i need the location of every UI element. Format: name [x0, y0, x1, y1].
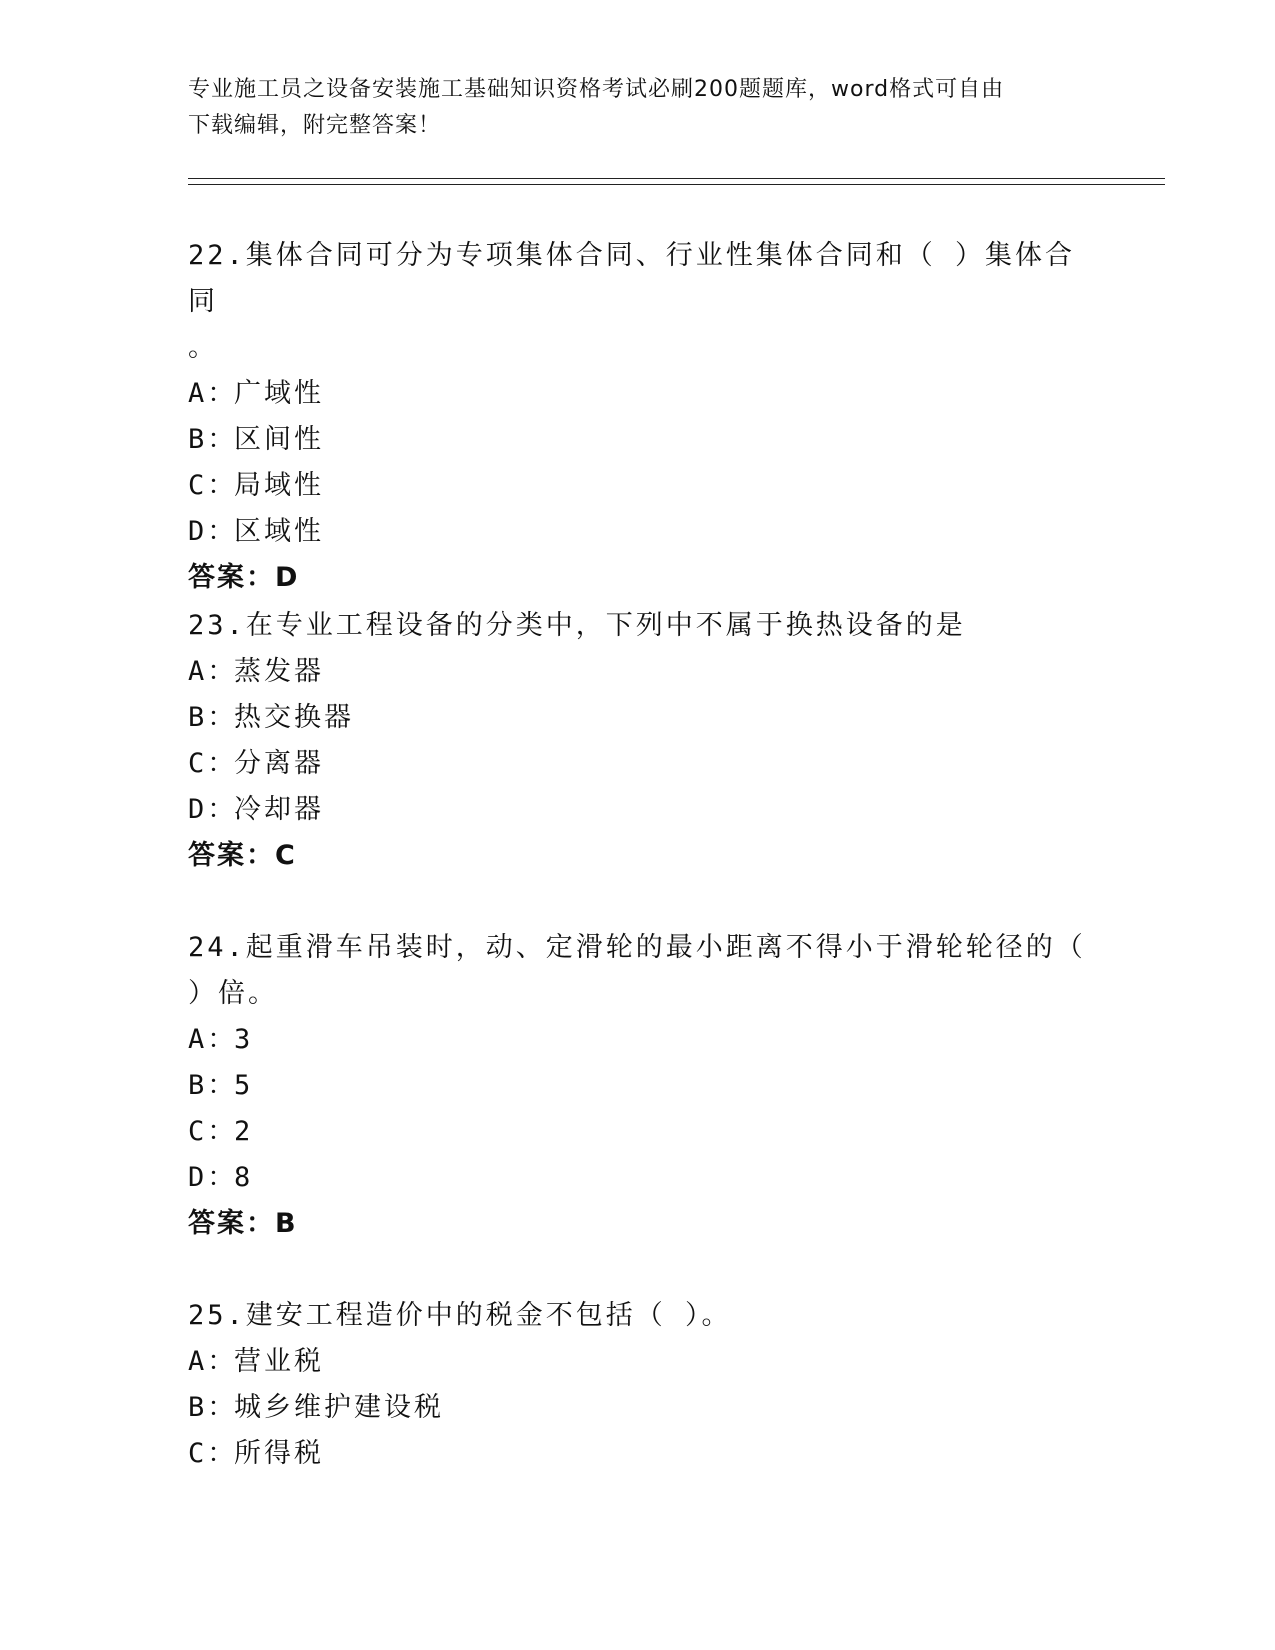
- header-divider-bottom: [188, 184, 1165, 185]
- question-title: 25.建安工程造价中的税金不包括（ ）。: [188, 1300, 732, 1331]
- question-22: [188, 233, 1088, 601]
- option-text: 3: [234, 1024, 254, 1055]
- question-title-continued: 。: [188, 332, 218, 363]
- option-key: B：: [188, 424, 238, 455]
- question-title-continued: ）倍。: [188, 978, 278, 1009]
- option-text: 冷却器: [234, 794, 324, 825]
- option-key: A：: [188, 1346, 238, 1377]
- option-a: [188, 1017, 1088, 1063]
- option-text: 8: [234, 1162, 254, 1193]
- option-key: C：: [188, 470, 238, 501]
- option-key: C：: [188, 1438, 238, 1469]
- option-key: D：: [188, 516, 238, 547]
- option-c: [188, 1109, 1088, 1155]
- option-d: [188, 1155, 1088, 1201]
- option-c: [188, 1431, 1088, 1477]
- option-text: 蒸发器: [234, 656, 324, 687]
- option-key: C：: [188, 748, 238, 779]
- option-b: [188, 417, 1088, 463]
- option-b: [188, 1385, 1088, 1431]
- option-text: 营业税: [234, 1346, 324, 1377]
- header-line-2: 下载编辑，附完整答案！: [188, 113, 442, 138]
- question-24: [188, 925, 1088, 1247]
- option-text: 广域性: [234, 378, 324, 409]
- option-a: [188, 649, 1088, 695]
- question-title: 22.集体合同可分为专项集体合同、行业性集体合同和（ ）集体合同: [188, 240, 1076, 317]
- option-text: 2: [234, 1116, 254, 1147]
- option-text: 5: [234, 1070, 254, 1101]
- option-key: A：: [188, 1024, 238, 1055]
- option-text: 分离器: [234, 748, 324, 779]
- option-a: [188, 1339, 1088, 1385]
- option-a: [188, 371, 1088, 417]
- option-d: [188, 509, 1088, 555]
- answer: 答案：D: [188, 562, 300, 593]
- option-c: [188, 463, 1088, 509]
- option-text: 城乡维护建设税: [234, 1392, 444, 1423]
- option-key: B：: [188, 1392, 238, 1423]
- question-25: [188, 1293, 1088, 1477]
- header-line-1: 专业施工员之设备安装施工基础知识资格考试必刷200题题库，word格式可自由: [188, 77, 1005, 102]
- option-key: B：: [188, 1070, 238, 1101]
- answer: 答案：B: [188, 1208, 298, 1239]
- question-title: 23.在专业工程设备的分类中，下列中不属于换热设备的是: [188, 610, 966, 641]
- option-b: [188, 695, 1088, 741]
- option-key: A：: [188, 656, 238, 687]
- option-key: D：: [188, 794, 238, 825]
- option-key: C：: [188, 1116, 238, 1147]
- answer: 答案：C: [188, 840, 297, 871]
- option-text: 所得税: [234, 1438, 324, 1469]
- option-b: [188, 1063, 1088, 1109]
- option-key: D：: [188, 1162, 238, 1193]
- option-d: [188, 787, 1088, 833]
- option-text: 局域性: [234, 470, 324, 501]
- question-23: [188, 603, 1088, 879]
- option-key: A：: [188, 378, 238, 409]
- header-divider-top: [188, 178, 1165, 179]
- option-key: B：: [188, 702, 238, 733]
- option-text: 区间性: [234, 424, 324, 455]
- option-c: [188, 741, 1088, 787]
- document-header: [188, 72, 1088, 144]
- question-title: 24.起重滑车吊装时，动、定滑轮的最小距离不得小于滑轮轮径的（: [188, 932, 1086, 963]
- option-text: 热交换器: [234, 702, 354, 733]
- option-text: 区域性: [234, 516, 324, 547]
